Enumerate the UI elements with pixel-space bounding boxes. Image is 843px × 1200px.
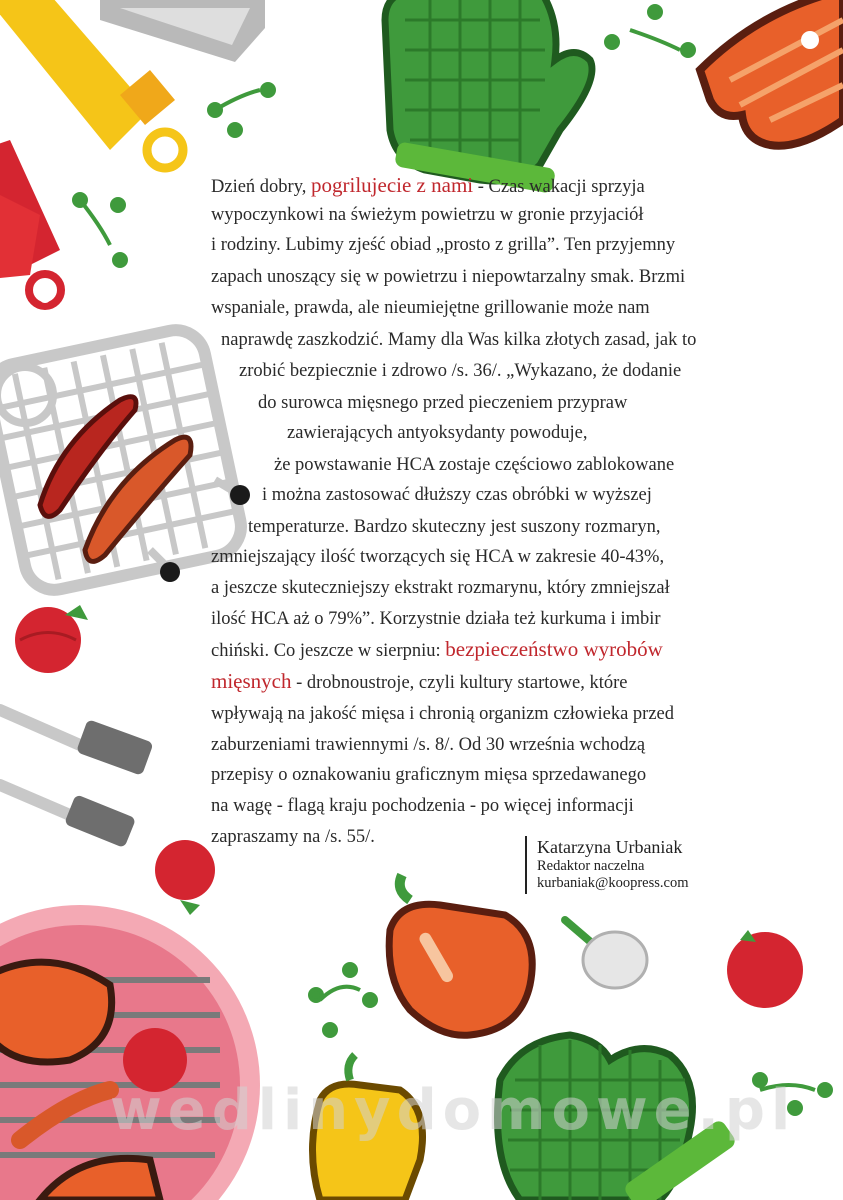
intro-line: zapach unoszący się w powietrzu i niepowtarzalny smak. Brzmi	[211, 267, 686, 287]
intro-line: do surowca mięsnego przed pieczeniem przypraw	[258, 393, 628, 413]
intro-line: zaburzeniami trawiennymi /s. 8/. Od 30 września wchodzą	[211, 735, 646, 755]
round-grill-icon	[0, 905, 260, 1200]
intro-line: ilość HCA aż o 79%”. Korzystnie działa też kurkuma i imbir	[211, 609, 661, 629]
intro-line: temperaturze. Bardzo skuteczny jest suszony rozmaryn,	[248, 517, 661, 537]
intro-line: na wagę - flagą kraju pochodzenia - po więcej informacji	[211, 796, 634, 816]
highlight-link[interactable]: mięsnych	[211, 669, 292, 693]
tomato-right-icon	[727, 930, 803, 1008]
intro-line: wypoczynkowi na świeżym powietrzu w gronie przyjaciół	[211, 205, 644, 225]
highlight-link[interactable]: bezpieczeństwo wyrobów	[445, 637, 663, 661]
highlight-link[interactable]: pogrilujecie z nami	[311, 173, 474, 197]
intro-line: Dzień dobry, pogrilujecie z nami - Czas wakacji sprzyja	[211, 173, 645, 197]
intro-line: że powstawanie HCA zostaje częściowo zablokowane	[274, 455, 675, 475]
intro-line: zapraszamy na /s. 55/.	[211, 827, 375, 847]
knife-icon	[100, 0, 265, 62]
intro-line: chiński. Co jeszcze w sierpniu: bezpieczeństwo wyrobów	[211, 637, 663, 661]
intro-line: wpływają na jakość mięsa i chronią organizm człowieka przed	[211, 704, 675, 724]
oven-mitt-top-icon	[385, 0, 592, 194]
bbq-tongs-icon	[0, 710, 154, 848]
signature-email[interactable]: kurbaniak@koopress.com	[537, 875, 689, 891]
garlic-icon	[565, 920, 647, 988]
intro-line: wspaniale, prawda, ale nieumiejętne grillowanie może nam	[211, 298, 650, 318]
signature-block	[525, 836, 688, 894]
watermark-text: wedlinydomowe.pl	[110, 1078, 797, 1143]
intro-line: i rodziny. Lubimy zjeść obiad „prosto z grilla”. Ten przyjemny	[211, 235, 676, 255]
signature-name: Katarzyna Urbaniak	[537, 837, 683, 857]
intro-line: mięsnych - drobnoustroje, czyli kultury startowe, które	[211, 669, 628, 693]
signature-role: Redaktor naczelna	[537, 858, 645, 874]
intro-line: zmniejszający ilość tworzących się HCA w zakresie 40-43%,	[211, 547, 665, 567]
sausage-icon	[40, 397, 191, 562]
ketchup-bottle-icon	[0, 140, 61, 306]
intro-line: zawierających antyoksydanty powoduje,	[287, 423, 588, 443]
intro-line: i można zastosować dłuższy czas obróbki w wyższej	[262, 485, 652, 505]
intro-line: przepisy o oznakowaniu graficznym mięsa sprzedawanego	[211, 765, 647, 785]
steak-top-right-icon	[700, 0, 843, 146]
bell-pepper-icon	[389, 875, 532, 1035]
intro-line: zrobić bezpiecznie i zdrowo /s. 36/. „Wykazano, że dodanie	[239, 361, 682, 381]
intro-line: a jeszcze skuteczniejszy ekstrakt rozmarynu, który zmniejszał	[211, 578, 670, 598]
intro-line: naprawdę zaszkodzić. Mamy dla Was kilka złotych zasad, jak to	[221, 330, 697, 350]
